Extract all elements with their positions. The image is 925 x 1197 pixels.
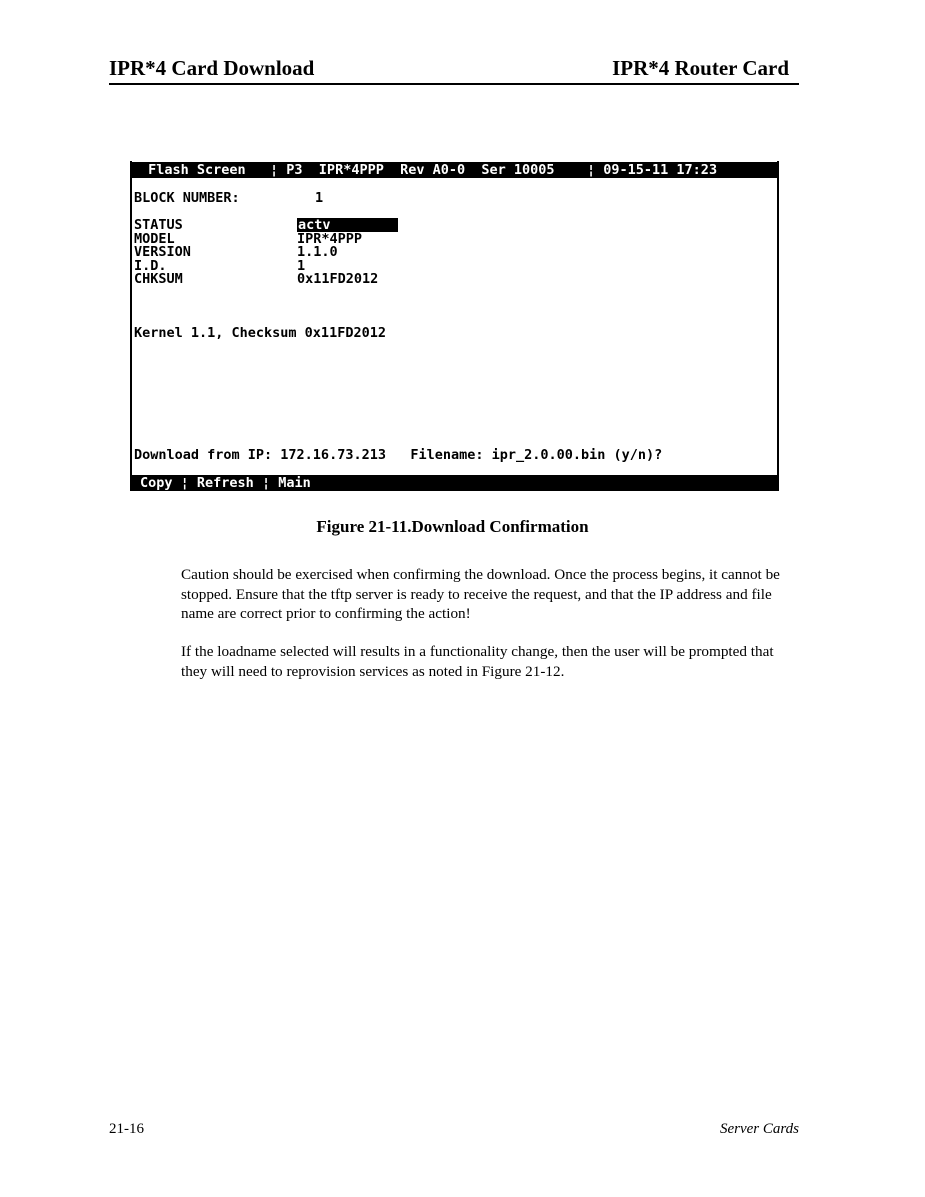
chksum-value: 0x11FD2012 <box>297 271 379 287</box>
terminal-title-bar: Flash Screen ¦ P3 IPR*4PPP Rev A0-0 Ser 10005 ¦ 09-15-11 17:23 <box>132 162 777 178</box>
menu-separator: ¦ <box>172 475 197 491</box>
block-number-value: 1 <box>315 190 324 206</box>
model-value: IPR*4PPP <box>297 231 363 247</box>
status-value[interactable] <box>297 218 398 232</box>
status-highlight-field[interactable]: actv <box>297 218 398 232</box>
id-value: 1 <box>297 258 306 274</box>
block-number-label: BLOCK NUMBER: <box>134 190 240 206</box>
page-header-left: IPR*4 Card Download <box>109 56 315 80</box>
page-header-right: IPR*4 Router Card <box>612 56 789 80</box>
header-rule <box>109 83 799 85</box>
version-label: VERSION <box>134 244 191 260</box>
figure-caption: Figure 21-11.Download Confirmation <box>316 517 589 536</box>
terminal-menu-bar <box>132 475 777 491</box>
download-prompt-line[interactable]: Download from IP: 172.16.73.213 Filename: ipr_2.0.00.bin (y/n)? <box>134 447 663 463</box>
menu-refresh[interactable]: Refresh <box>196 475 254 491</box>
model-label: MODEL <box>134 231 175 247</box>
menu-main[interactable]: Main <box>278 475 311 491</box>
kernel-info-line: Kernel 1.1, Checksum 0x11FD2012 <box>134 325 386 341</box>
id-label: I.D. <box>134 258 167 274</box>
menu-separator: ¦ <box>253 475 279 491</box>
chksum-label: CHKSUM <box>134 271 183 287</box>
page-number: 21-16 <box>109 1121 144 1137</box>
version-value: 1.1.0 <box>297 244 338 260</box>
body-paragraph-caution: Caution should be exercised when confirming the download. Once the process begins, it cannot be stopped. Ensure that the tftp server is ready to receive the request, and that the IP address and file name are correct prior to confirming the action! <box>181 566 780 622</box>
terminal-screenshot <box>130 161 779 491</box>
footer-section-title: Server Cards <box>719 1121 799 1137</box>
body-paragraph-loadname: If the loadname selected will results in a functionality change, then the user will be prompted that they will need to reprovision services as noted in Figure 21-12. <box>181 643 774 680</box>
menu-copy[interactable]: Copy <box>140 475 173 491</box>
status-label: STATUS <box>134 217 183 233</box>
